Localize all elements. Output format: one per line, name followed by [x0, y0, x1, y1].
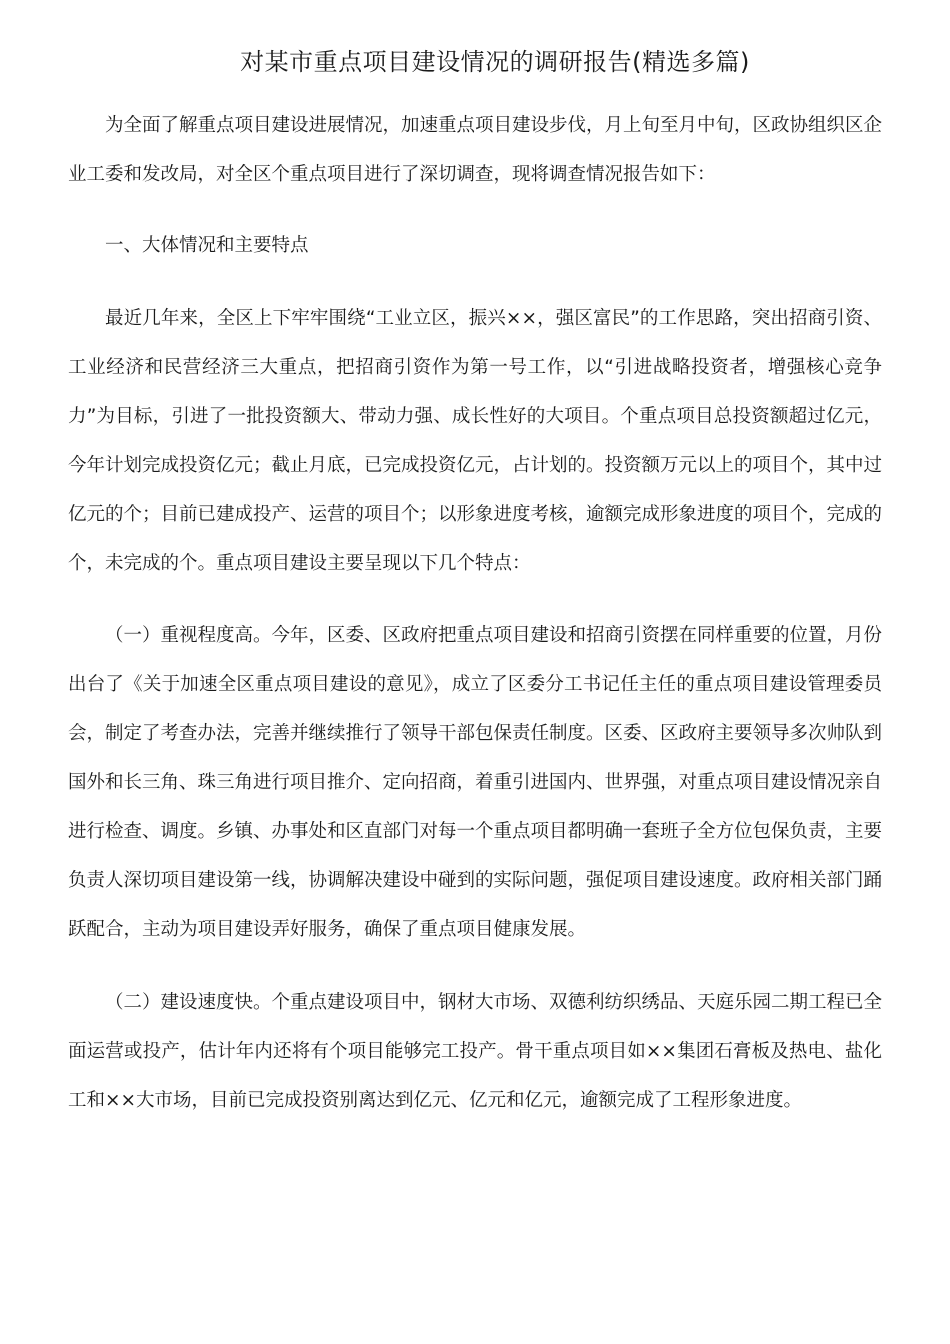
document-title: 对某市重点项目建设情况的调研报告(精选多篇)	[240, 48, 750, 76]
feature-paragraph-2: （二）建设速度快。个重点建设项目中，钢材大市场、双德利纺织绣品、天庭乐园二期工程已全面运营或投产，估计年内还将有个项目能够完工投产。骨干重点项目如××集团石膏板及热电、盐化工和××大市场，目前已完成投资别离达到亿元、亿元和亿元，逾额完成了工程形象进度。	[68, 992, 883, 1111]
intro-paragraph: 为全面了解重点项目建设进展情况，加速重点项目建设步伐，月上旬至月中旬，区政协组织区企业工委和发改局，对全区个重点项目进行了深切调查，现将调查情况报告如下：	[68, 115, 883, 185]
section-heading: 一、大体情况和主要特点	[105, 235, 309, 256]
feature-paragraph-1: （一）重视程度高。今年，区委、区政府把重点项目建设和招商引资摆在同样重要的位置，月份出台了《关于加速全区重点项目建设的意见》，成立了区委分工书记任主任的重点项目建设管理委员会，制定了考查办法，完善并继续推行了领导干部包保责任制度。区委、区政府主要领导多次帅队到国外和长三角、珠三角进行项目推介、定向招商，着重引进国内、世界强，对重点项目建设情况亲自进行检查、调度。乡镇、办事处和区直部门对每一个重点项目都明确一套班子全方位包保负责，主要负责人深切项目建设第一线，协调解决建设中碰到的实际问题，强促项目建设速度。政府相关部门踊跃配合，主动为项目建设弄好服务，确保了重点项目健康发展。	[68, 625, 883, 940]
overview-paragraph: 最近几年来，全区上下牢牢围绕“工业立区，振兴××，强区富民”的工作思路，突出招商引资、工业经济和民营经济三大重点，把招商引资作为第一号工作，以“引进战略投资者，增强核心竞争力”为目标，引进了一批投资额大、带动力强、成长性好的大项目。个重点项目总投资额超过亿元，今年计划完成投资亿元；截止月底，已完成投资亿元，占计划的。投资额万元以上的项目个，其中过亿元的个；目前已建成投产、运营的项目个；以形象进度考核，逾额完成形象进度的项目个，完成的个，未完成的个。重点项目建设主要呈现以下几个特点：	[68, 308, 883, 574]
